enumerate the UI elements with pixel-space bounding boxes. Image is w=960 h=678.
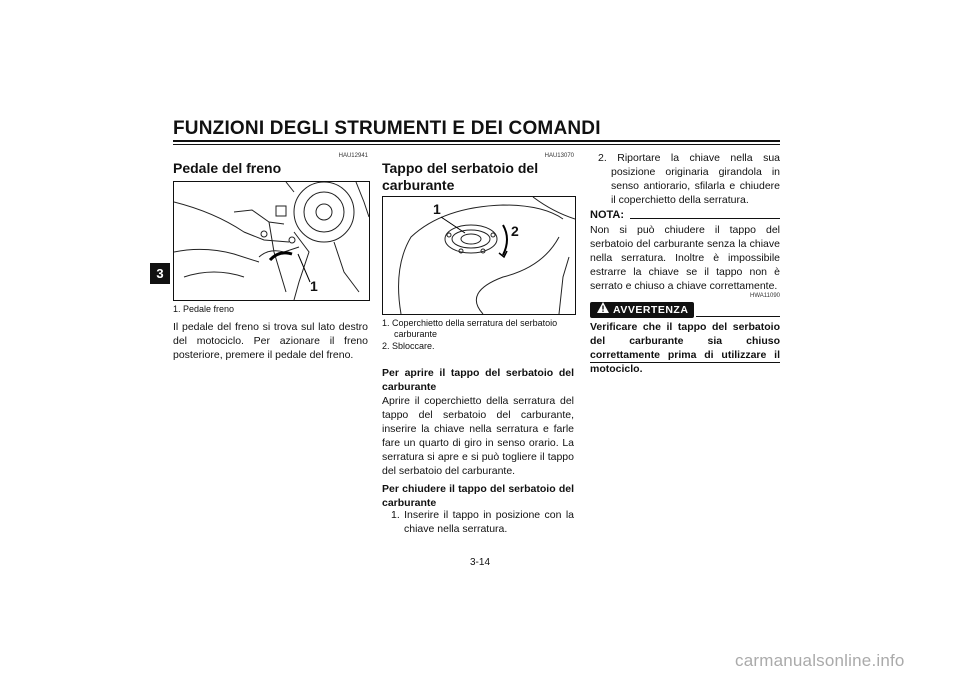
chapter-tab: 3 xyxy=(150,263,170,284)
close-cap-heading: Per chiudere il tappo del serbatoio del carburante xyxy=(382,483,574,509)
brake-pedal-figure xyxy=(173,181,370,301)
figure-caption-1: 1. Coperchietto della serratura del serbatoio carburante xyxy=(382,318,558,339)
figure-callout-1: 1 xyxy=(310,278,318,294)
close-cap-step-1: 1. Inserire il tappo in posizione con la chiave nella serratura. xyxy=(391,509,574,535)
fuel-cap-figure xyxy=(382,196,576,315)
fuel-tank-illustration xyxy=(383,197,575,314)
figure-caption: 1. Pedale freno xyxy=(173,304,235,314)
open-cap-heading: Per aprire il tappo del serbatoio del carburante xyxy=(382,367,574,393)
figure-callout-2: 2 xyxy=(511,223,519,239)
note-rule xyxy=(630,218,780,219)
page-number: 3-14 xyxy=(469,557,490,568)
warning-triangle-icon xyxy=(596,302,610,318)
warning-label: AVVERTENZA xyxy=(613,304,689,316)
warning-rule-top xyxy=(696,316,780,317)
page-header-title: FUNZIONI DEGLI STRUMENTI E DEI COMANDI xyxy=(173,118,601,139)
watermark-link[interactable]: carmanualsonline.info xyxy=(735,651,905,670)
warning-badge xyxy=(590,302,694,318)
warning-rule-bottom xyxy=(590,362,780,363)
close-cap-step-2: 2. Riportare la chiave nella sua posizione originaria girandola in senso antiorario, sfilarla e chiudere il coperchietto della serratura. xyxy=(598,152,780,206)
note-label: NOTA: xyxy=(590,209,625,221)
warning-code: HWA11090 xyxy=(749,293,780,299)
section-code: HAU12941 xyxy=(338,153,368,159)
brake-pedal-description: Il pedale del freno si trova sul lato destro del motociclo. Per azionare il freno posteriore, premere il pedale del freno. xyxy=(173,321,368,361)
header-rule-thin xyxy=(173,144,780,145)
section-code: HAU13070 xyxy=(544,153,574,159)
section-title-brake-pedal: Pedale del freno xyxy=(173,160,282,176)
figure-callout-1: 1 xyxy=(433,201,441,217)
brake-pedal-illustration xyxy=(174,182,369,300)
section-title-fuel-cap xyxy=(382,160,538,194)
header-rule-thick xyxy=(173,140,780,142)
warning-body: Verificare che il tappo del serbatoio del carburante sia chiuso correttamente prima di utilizzare il motociclo. xyxy=(590,321,780,375)
section-title-line-2: carburante xyxy=(382,177,455,193)
figure-caption-2: 2. Sbloccare. xyxy=(382,341,435,351)
open-cap-instructions: Aprire il coperchietto della serratura del tappo del serbatoio del carburante, inserire la chiave nella serratura e farle fare un quarto di giro in senso orario. La serratura si apre e si può togliere il tappo del serbatoio del carburante. xyxy=(382,395,574,477)
note-body: Non si può chiudere il tappo del serbatoio del carburante senza la chiave nella serratura. Inoltre è impossibile estrarre la chiave se il tappo non è serrato e chiuso a chiave correttamente. xyxy=(590,224,780,292)
section-title-line-1: Tappo del serbatoio del xyxy=(382,160,539,176)
